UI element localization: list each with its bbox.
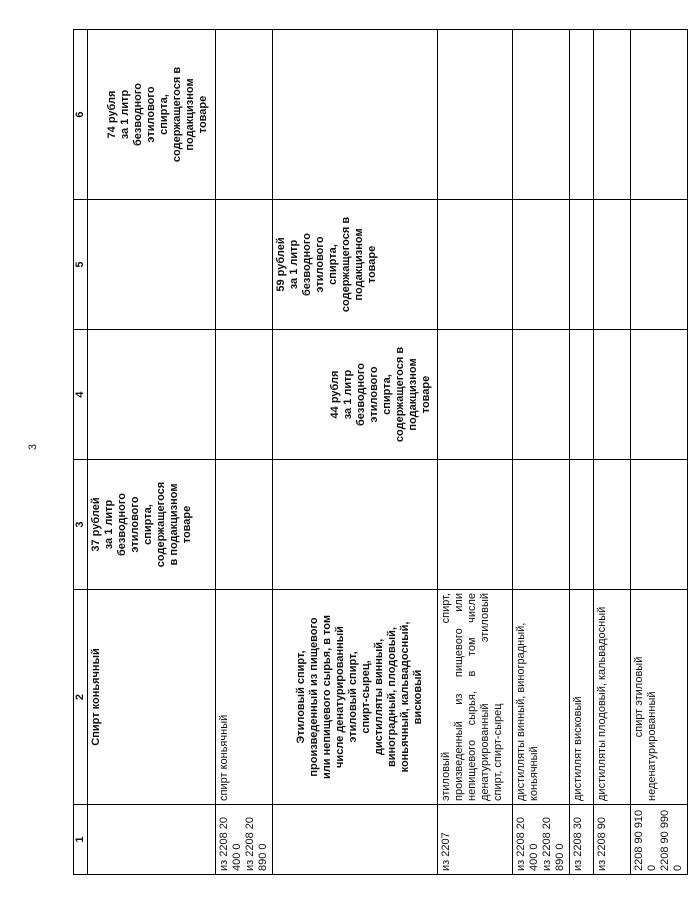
cell-rate-col3 [273,460,438,590]
cell-name: Этиловый спирт, произведенный из пищевого или непищевого сырья, в том числе денатурированный этиловый спирт, спирт-сырец, дистилляты винный, виноградный, плодовый, коньячный, кальвадосный, висковый [273,590,438,805]
cell-code: из 2208 20 400 0 из 2208 20 890 0 [513,805,570,875]
column-header-1: 1 [74,805,88,875]
cell-rate-col6: 74 рубля за 1 литр безводного этилового спирта, содержащегося в подакцизном товаре [88,30,216,200]
column-header-6: 6 [74,30,88,200]
row-cognac-spirit-heading [88,30,216,875]
column-header-3: 3 [74,460,88,590]
cell-code [273,805,438,875]
cell-rate-col6 [273,30,438,200]
cell-name: дистилляты плодовый, кальвадосный [594,590,631,805]
cell-code: 2208 90 910 0 2208 90 990 0 [631,805,688,875]
row-undenatured-spirit [631,30,688,875]
column-number-row [74,30,88,875]
cell-code: из 2208 20 400 0 из 2208 20 890 0 [216,805,273,875]
row-fruit-distillates [594,30,631,875]
cell-name: спирт коньячный [216,590,273,805]
cell-name: дистилляты винный, виноградный, коньячный [513,590,570,805]
cell-name: этиловый спирт, произведенный из пищевого или непищевого сырья, в том числе денатурированный этиловый спирт, спирт-сырец [438,590,513,805]
row-cognac-spirit [216,30,273,875]
column-header-4: 4 [74,330,88,460]
cell-name: дистиллят висковый [570,590,594,805]
rotated-table-page [73,30,684,875]
cell-rate-col4 [88,330,216,460]
page-number: 3 [27,443,40,451]
column-header-2: 2 [74,590,88,805]
row-wine-distillates [513,30,570,875]
cell-code [88,805,216,875]
cell-rate-col5: 59 рублей за 1 литр безводного этилового спирта, содержащегося в подакцизном товаре [273,200,438,330]
cell-code: из 2208 90 [594,805,631,875]
cell-name: спирт этиловый неденатурированный [631,590,688,805]
column-header-5: 5 [74,200,88,330]
cell-rate-col4: 44 рубля за 1 литр безводного этилового спирта, содержащегося в подакцизном товаре [273,330,438,460]
cell-rate-col3: 37 рублей за 1 литр безводного этилового спирта, содержащегося в подакцизном товаре [88,460,216,590]
row-2207 [438,30,513,875]
row-ethyl-spirit-heading [273,30,438,875]
row-whisky-distillate [570,30,594,875]
cell-rate-col5 [88,200,216,330]
excise-rates-table [73,29,688,875]
cell-name: Спирт коньячный [88,590,216,805]
cell-code: из 2208 30 [570,805,594,875]
cell-code: из 2207 [438,805,513,875]
